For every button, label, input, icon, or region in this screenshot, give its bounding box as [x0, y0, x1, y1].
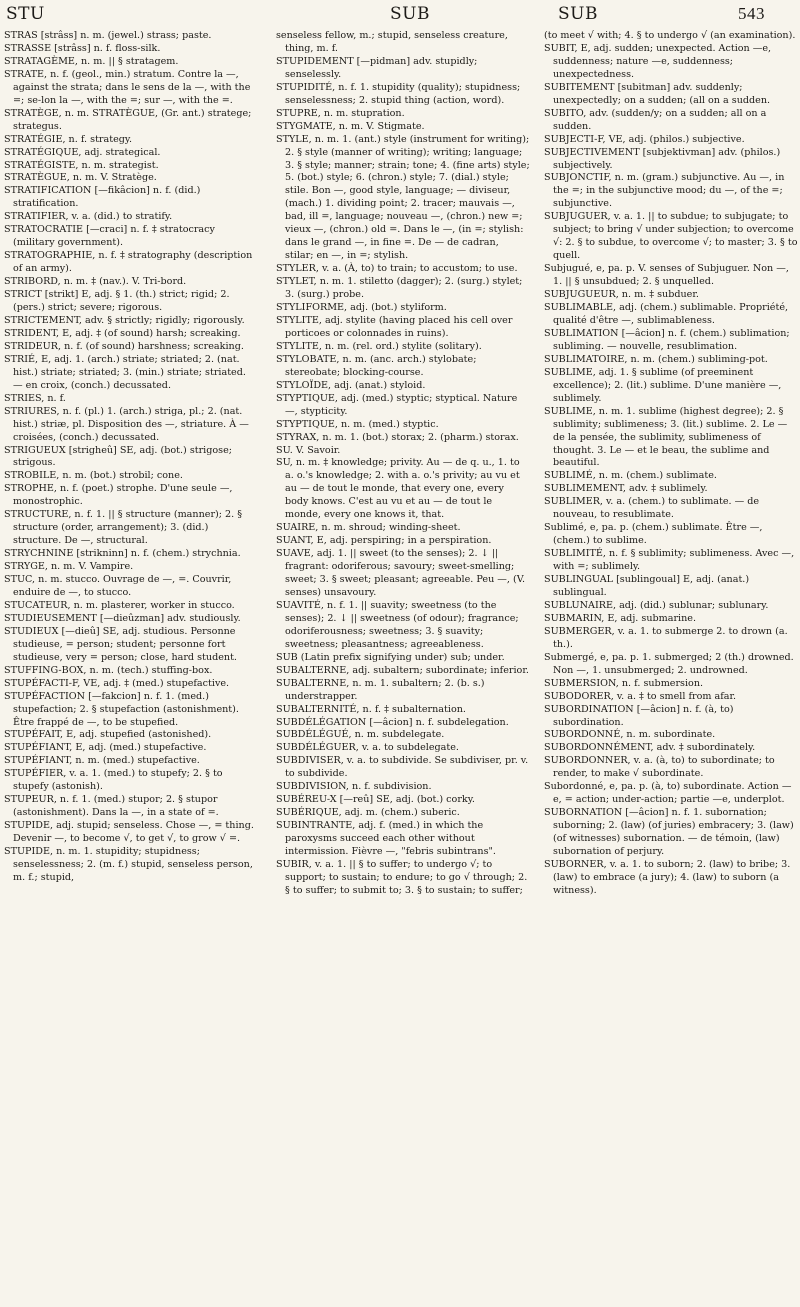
dictionary-entry: SUBDÉLÉGUER, v. a. to subdelegate.	[276, 742, 459, 754]
dictionary-entry: STUFFING-BOX, n. m. (tech.) stuffing-box.	[4, 664, 213, 676]
dictionary-entry: STRYGE, n. m. V. Vampire.	[4, 561, 134, 573]
dictionary-entry: SUBDÉLÉGATION [—âcion] n. f. subdelegation.	[276, 716, 509, 728]
dictionary-entry: SUBORDONNÉMENT, adv. ‡ subordinately.	[544, 742, 756, 754]
dictionary-entry: SUBLIMATOIRE, n. m. (chem.) subliming-pot.	[544, 353, 768, 365]
dictionary-entry: SUBALTERNE, adj. subaltern; subordinate; inferior.	[276, 664, 529, 676]
dictionary-entry: STRATÉGISTE, n. m. strategist.	[4, 159, 159, 171]
dictionary-entry: SUBORNATION [—âcion] n. f. 1. subornation; suborning; 2. (law) (of juries) embracery; 3. (law) (of witnesses) subornation. — de témoin, (law) subornation of perjury.	[544, 807, 794, 858]
dictionary-entry: Subjugué, e, pa. p. V. senses of Subjuguer. Non —, 1. || § unsubdued; 2. § unquelled.	[544, 263, 789, 288]
dictionary-entry: STUPIDITÉ, n. f. 1. stupidity (quality); stupidness; senselessness; 2. stupid thing (action, word).	[276, 81, 521, 106]
dictionary-entry: STYLIFORME, adj. (bot.) styliform.	[276, 302, 447, 314]
dictionary-entry: SUBJECTI-F, VE, adj. (philos.) subjective.	[544, 133, 745, 145]
dictionary-entry: STRATÉGIQUE, adj. strategical.	[4, 146, 161, 158]
dictionary-entry: STYPTIQUE, adj. (med.) styptic; styptical. Nature —, stypticity.	[276, 392, 518, 417]
dictionary-entry: SUBLINGUAL [sublingoual] E, adj. (anat.) sublingual.	[544, 574, 750, 598]
dictionary-entry: STRATÈGUE, n. m. V. Stratège.	[4, 172, 157, 184]
dictionary-entry: STYLET, n. m. 1. stiletto (dagger); 2. (surg.) stylet; 3. (surg.) probe.	[276, 276, 523, 301]
dictionary-entry: STRATÈGE, n. m. STRATÈGUE, (Gr. ant.) stratege; strategus.	[4, 107, 252, 132]
dictionary-entry: STRICTEMENT, adv. § strictly; rigidly; rigorously.	[4, 314, 245, 326]
dictionary-entry: STRATOGRAPHIE, n. f. ‡ stratography (description of an army).	[4, 250, 253, 275]
dictionary-entry: STYPTIQUE, n. m. (med.) styptic.	[276, 418, 439, 430]
dictionary-entry: SUBORDONNÉ, n. m. subordinate.	[544, 729, 716, 741]
dictionary-entry: STYLOBATE, n. m. (anc. arch.) stylobate; stereobate; blocking-course.	[276, 353, 477, 378]
dictionary-entry: SUAVE, adj. 1. || sweet (to the senses); 2. ↓ || fragrant: odoriferous; savoury; sweet-smelling; sweet; 3. § sweet; pleasant; agreeable. Peu —, (V. senses) unsavoury.	[276, 548, 526, 598]
dictionary-entry: STRATIFIER, v. a. (did.) to stratify.	[4, 211, 173, 223]
dictionary-entry: STUPRE, n. m. stupration.	[276, 107, 405, 119]
dictionary-entry: STUPEUR, n. f. 1. (med.) stupor; 2. § stupor (astonishment). Dans la —, in a state of =.	[4, 794, 219, 819]
header-left-guideword: STU	[6, 4, 45, 24]
dictionary-entry: STROBILE, n. m. (bot.) strobil; cone.	[4, 470, 183, 482]
dictionary-entry: SUBJONCTIF, n. m. (gram.) subjunctive. Au —, in the =; in the subjunctive mood; du —, of the =; subjunctive.	[544, 172, 785, 210]
dictionary-entry: STYLOÏDE, adj. (anat.) styloid.	[276, 379, 426, 391]
dictionary-entry: SUBÉRIQUE, adj. m. (chem.) suberic.	[276, 807, 460, 819]
dictionary-entry: SUBÉREU-X [—reû] SE, adj. (bot.) corky.	[276, 794, 475, 806]
dictionary-entry: SUBJUGUER, v. a. 1. || to subdue; to subjugate; to subject; to bring √ under subjection; to overcome √: 2. § to subdue, to overcome √; to master; 3. § to quell.	[544, 211, 798, 262]
dictionary-entry: SUBLUNAIRE, adj. (did.) sublunar; sublunary.	[544, 599, 769, 611]
dictionary-entry: SUBITEMENT [subitman] adv. suddenly; unexpectedly; on a sudden; (all on a sudden.	[544, 81, 771, 106]
dictionary-entry: SUBORNER, v. a. 1. to suborn; 2. (law) to bribe; 3. (law) to embrace (a jury); 4. (law) to suborn (a witness).	[544, 859, 791, 896]
dictionary-entry: STRATIFICATION [—fikâcion] n. f. (did.) stratification.	[4, 185, 201, 210]
dictionary-entry: SUBLIMATION [—âcion] n. f. (chem.) sublimation; subliming. — nouvelle, resublimation.	[544, 327, 790, 352]
dictionary-entry: SUBDÉLÉGUÉ, n. m. subdelegate.	[276, 729, 445, 741]
dictionary-entry: SUAIRE, n. m. shroud; winding-sheet.	[276, 522, 461, 534]
dictionary-entry: STUPÉFIANT, E, adj. (med.) stupefactive.	[4, 742, 207, 754]
dictionary-entry: SUBLIMEMENT, adv. ‡ sublimely.	[544, 483, 708, 495]
dictionary-entry: STYGMATE, n. m. V. Stigmate.	[276, 120, 425, 132]
dictionary-entry: STUPIDE, adj. stupid; senseless. Chose —, = thing. Devenir —, to become √, to get √, to grow √ =.	[4, 820, 254, 845]
dictionary-entry: STYRAX, n. m. 1. (bot.) storax; 2. (pharm.) storax.	[276, 431, 519, 443]
dictionary-entry: STUPÉFAIT, E, adj. stupefied (astonished).	[4, 729, 212, 741]
column-right	[544, 30, 798, 1300]
dictionary-entry: SUBLIME, adj. 1. § sublime (of preeminent excellence); 2. (lit.) sublime. D'une manière —, sublimely.	[544, 366, 782, 404]
dictionary-entry: STUPÉFIANT, n. m. (med.) stupefactive.	[4, 755, 200, 767]
dictionary-entry: STRATOCRATIE [—craci] n. f. ‡ stratocracy (military government).	[4, 224, 215, 249]
dictionary-entry: STYLITE, n. m. (rel. ord.) stylite (solitary).	[276, 340, 482, 352]
dictionary-entry: STRAS [strâss] n. m. (jewel.) strass; paste.	[4, 30, 212, 41]
dictionary-entry: STRYCHNINE [strikninn] n. f. (chem.) strychnia.	[4, 548, 241, 560]
dictionary-entry: STRATÉGIE, n. f. strategy.	[4, 133, 133, 145]
dictionary-entry: SU. V. Savoir.	[276, 444, 341, 456]
dictionary-entry: STRATAGÈME, n. m. || § stratagem.	[4, 55, 179, 67]
dictionary-entry: STUDIEUX [—dieû] SE, adj. studious. Personne studieuse, = person; student; personne fort studieuse, very = person; close, hard student.	[4, 625, 237, 663]
dictionary-entry: STRIURES, n. f. (pl.) 1. (arch.) striga, pl.; 2. (nat. hist.) striæ, pl. Disposition des —, striature. À — croisées, (conch.) decussated.	[4, 405, 249, 443]
dictionary-entry: SUBMERGER, v. a. 1. to submerge 2. to drown (a. th.).	[544, 625, 788, 650]
dictionary-entry: STRIBORD, n. m. ‡ (nav.). V. Tri-bord.	[4, 276, 187, 288]
dictionary-entry: STUPÉFACTION [—fakcion] n. f. 1. (med.) stupefaction; 2. § stupefaction (astonishment). Être frappé de —, to be stupefied.	[4, 690, 239, 728]
dictionary-entry: STYLER, v. a. (À, to) to train; to accustom; to use.	[276, 263, 518, 275]
dictionary-entry: SUBALTERNITÉ, n. f. ‡ subalternation.	[276, 703, 466, 715]
dictionary-entry: SUBORDINATION [—âcion] n. f. (à, to) subordination.	[544, 703, 734, 728]
dictionary-entry: STRATE, n. f. (geol., min.) stratum. Contre la —, against the strata; dans le sens de la —, with the =; se-lon la —, with the =; sur —, with the =.	[4, 68, 251, 106]
dictionary-entry: SUBODORER, v. a. ‡ to smell from afar.	[544, 690, 737, 702]
dictionary-entry: SU, n. m. ‡ knowledge; privity. Au — de q. u., 1. to a. o.'s knowledge; 2. with a. o.'s privity; au vu et au — de tout le monde, that every one, every body knows. C'est au vu et au — de tout le monde, every one knows it, that.	[276, 457, 520, 521]
dictionary-entry: STRICT [strikt] E, adj. § 1. (th.) strict; rigid; 2. (pers.) strict; severe; rigorous.	[4, 289, 230, 314]
dictionary-entry: STYLITE, adj. stylite (having placed his cell over porticoes or colonnades in ruins).	[276, 314, 513, 339]
dictionary-entry: senseless fellow, m.; stupid, senseless creature, thing, m. f.	[276, 30, 508, 54]
dictionary-entry: SUANT, E, adj. perspiring; in a perspiration.	[276, 535, 492, 547]
dictionary-entry: SUBMERSION, n. f. submersion.	[544, 677, 704, 689]
dictionary-entry: (to meet √ with; 4. § to undergo √ (an examination).	[544, 30, 796, 41]
dictionary-entry: Submergé, e, pa. p. 1. submerged; 2 (th.) drowned. Non —, 1. unsubmerged; 2. undrowned.	[544, 651, 794, 676]
dictionary-entry: STYLE, n. m. 1. (ant.) style (instrument for writing); 2. § style (manner of writing); writing; language; 3. § style; manner; strain; tone; 4. (fine arts) style; 5. (bot.) style; 6. (chron.) style; 7. (dial.) style; stile. Bon —, good style, language; — diviseur, (mach.) 1. dividing point; 2. tracer; mauvais —, bad, ill =, language; nouveau —, (chron.) new =; vieux —, (chron.) old =. Dans le —, (in =; stylish: dans le grand —, in fine =. De — de cadran, stilar; en —, in =; stylish.	[276, 133, 530, 262]
dictionary-entry: SUBMARIN, E, adj. submarine.	[544, 612, 697, 624]
dictionary-entry: SUBDIVISION, n. f. subdivision.	[276, 781, 432, 793]
dictionary-entry: SUBJECTIVEMENT [subjektivman] adv. (philos.) subjectively.	[544, 146, 781, 171]
dictionary-entry: SUBLIMABLE, adj. (chem.) sublimable. Propriété, qualité d'être —, sublimableness.	[544, 302, 789, 326]
dictionary-entry: STRIDENT, E, adj. ‡ (of sound) harsh; screaking.	[4, 327, 241, 339]
dictionary-entry: STUPÉFIER, v. a. 1. (med.) to stupefy; 2. § to stupefy (astonish).	[4, 768, 223, 793]
dictionary-entry: STRIDEUR, n. f. (of sound) harshness; screaking.	[4, 340, 244, 352]
dictionary-entry: SUBLIME, n. m. 1. sublime (highest degree); 2. § sublimity; sublimeness; 3. (lit.) sublime. 2. Le — de la pensée, the sublimity, sublimeness of thought. 3. Le — et le beau, the sublime and beautiful.	[544, 405, 788, 469]
dictionary-entry: SUBLIMÉ, n. m. (chem.) sublimate.	[544, 470, 717, 482]
dictionary-entry: STRUCTURE, n. f. 1. || § structure (manner); 2. § structure (order, arrangement); 3. (did.) structure. De —, structural.	[4, 509, 243, 547]
dictionary-entry: STROPHE, n. f. (poet.) strophe. D'une seule —, monostrophic.	[4, 483, 233, 508]
dictionary-entry: STUPÉFACTI-F, VE, adj. ‡ (med.) stupefactive.	[4, 677, 230, 689]
dictionary-entry: SUBLIMER, v. a. (chem.) to sublimate. — de nouveau, to resublimate.	[544, 496, 760, 521]
dictionary-entry: STRIES, n. f.	[4, 392, 66, 404]
page-number: 543	[738, 4, 765, 23]
dictionary-entry: SUB (Latin prefix signifying under) sub; under.	[276, 651, 505, 663]
dictionary-entry: STUC, n. m. stucco. Ouvrage de —, =. Couvrir, enduire de —, to stucco.	[4, 574, 232, 598]
dictionary-entry: STUDIEUSEMENT [—dieûzman] adv. studiously.	[4, 612, 241, 624]
header-right-guideword: SUB	[558, 4, 598, 24]
dictionary-entry: SUBJUGUEUR, n. m. ‡ subduer.	[544, 289, 699, 301]
dictionary-entry: SUBORDONNER, v. a. (à, to) to subordinate; to render, to make √ subordinate.	[544, 755, 775, 780]
columns-area	[0, 30, 800, 1305]
header-center-guideword: SUB	[390, 4, 430, 24]
dictionary-entry: SUBDIVISER, v. a. to subdivide. Se subdiviser, pr. v. to subdivide.	[276, 755, 529, 780]
dictionary-entry: SUBLIMITÉ, n. f. § sublimity; sublimeness. Avec —, with =; sublimely.	[544, 548, 795, 573]
dictionary-entry: STRIGUEUX [strigheû] SE, adj. (bot.) strigose; strigous.	[4, 444, 232, 469]
dictionary-entry: SUBALTERNE, n. m. 1. subaltern; 2. (b. s.) understrapper.	[276, 677, 485, 702]
dictionary-entry: STRASSE [strâss] n. f. floss-silk.	[4, 42, 161, 54]
column-left	[4, 30, 258, 1300]
column-middle	[276, 30, 530, 1300]
dictionary-entry: SUAVITÉ, n. f. 1. || suavity; sweetness (to the senses); 2. ↓ || sweetness (of odour); fragrance; odoriferousness; sweetness; 3. § suavity; sweetness; pleasantness; agreeableness.	[276, 599, 519, 650]
running-header	[0, 4, 800, 26]
dictionary-entry: STUCATEUR, n. m. plasterer, worker in stucco.	[4, 599, 235, 611]
dictionary-entry: Subordonné, e, pa. p. (à, to) subordinate. Action —e, = action; under-action; partie —e, underplot.	[544, 781, 792, 806]
dictionary-entry: STRIÉ, E, adj. 1. (arch.) striate; striated; 2. (nat. hist.) striate; striated; 3. (min.) striate; striated. — en croix, (conch.) decussated.	[4, 353, 246, 391]
dictionary-entry: STUPIDE, n. m. 1. stupidity; stupidness; senselessness; 2. (m. f.) stupid, senseless person, m. f.; stupid,	[4, 846, 253, 883]
dictionary-entry: SUBIR, v. a. 1. || § to suffer; to undergo √; to support; to sustain; to endure; to go √ through; 2. § to suffer; to submit to; 3. § to sustain; to suffer;	[276, 859, 528, 896]
dictionary-entry: SUBITO, adv. (sudden/y; on a sudden; all on a sudden.	[544, 107, 767, 132]
dictionary-entry: SUBINTRANTE, adj. f. (med.) in which the paroxysms succeed each other without intermission. Fièvre —, "febris subintrans".	[276, 820, 496, 858]
dictionary-entry: SUBIT, E, adj. sudden; unexpected. Action —e, suddenness; nature —e, suddenness; unexpectedness.	[544, 42, 772, 80]
dictionary-entry: STUPIDEMENT [—pidman] adv. stupidly; senselessly.	[276, 55, 478, 80]
dictionary-entry: Sublimé, e, pa. p. (chem.) sublimate. Être —, (chem.) to sublime.	[544, 522, 763, 547]
